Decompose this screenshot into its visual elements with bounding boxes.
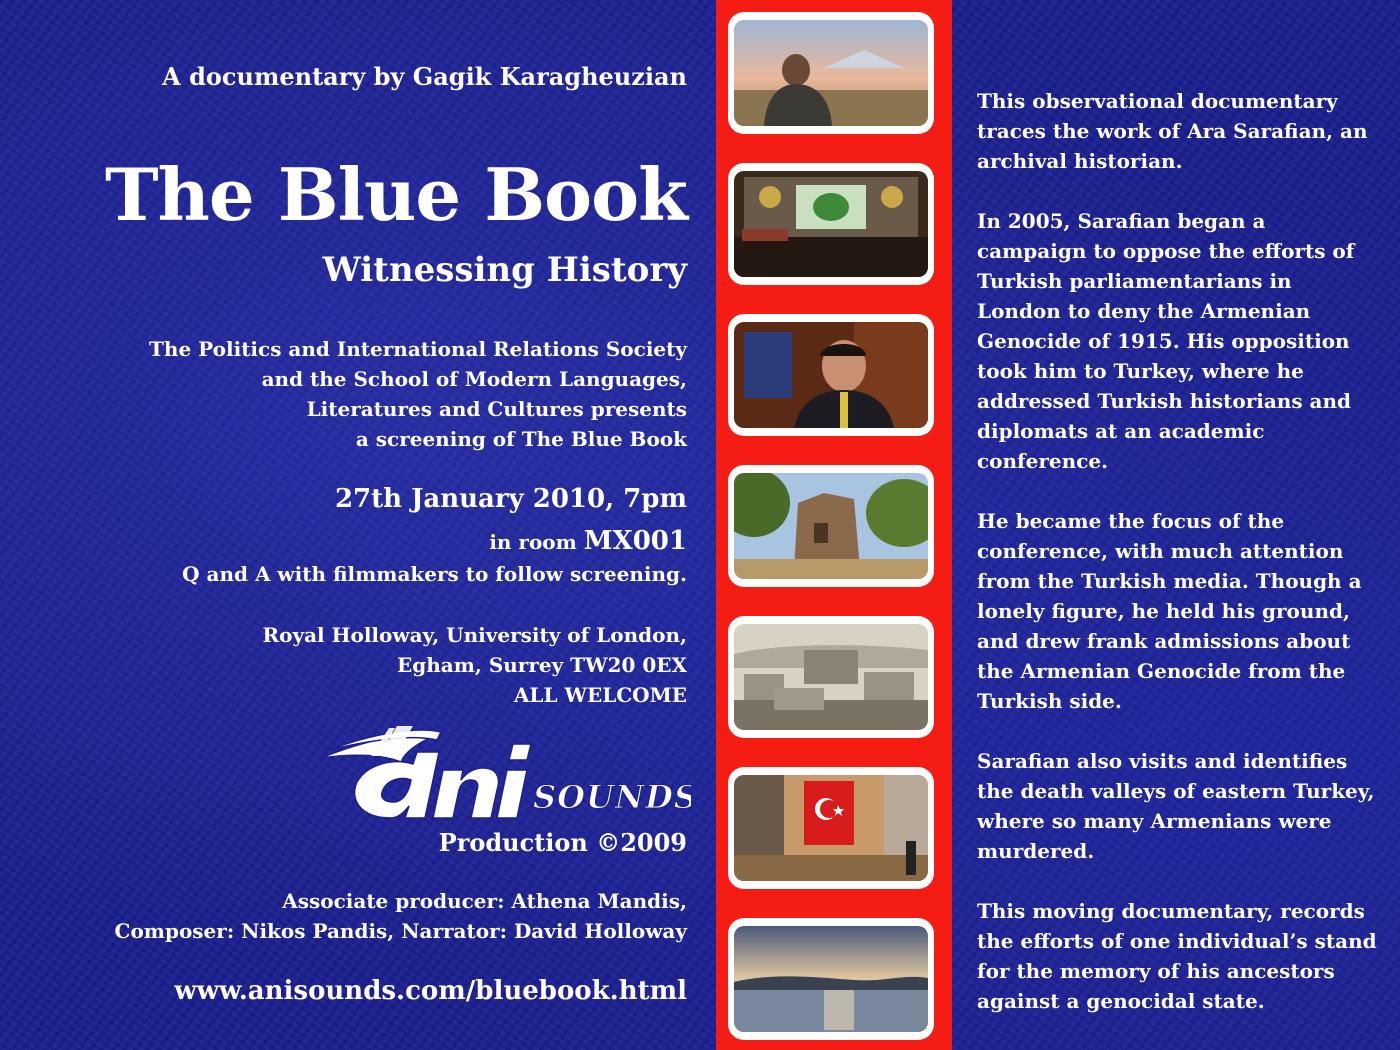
screening-date: 27th January 2010, 7pm	[334, 484, 687, 514]
qa-note: Q and A with filmmakers to follow screening.	[182, 562, 687, 586]
presenter-line: Literatures and Cultures presents	[306, 397, 687, 421]
svg-text:SOUNDS: SOUNDS	[533, 778, 691, 816]
byline: A documentary by Gagik Karagheuzian	[162, 62, 687, 91]
photo-historic-town	[728, 616, 934, 738]
description-paragraph: Sarafian also visits and identifies the death valleys of eastern Turkey, where so many Armenians were murdered.	[977, 749, 1375, 863]
description-column	[977, 86, 1377, 1046]
photo-lake-sunset	[728, 918, 934, 1040]
room-line	[489, 526, 687, 556]
description-paragraph: This moving documentary, records the efforts of one individual’s stand for the memory of his ancestors against a genocidal state.	[977, 899, 1377, 1013]
presenter-block	[149, 334, 687, 454]
subtitle: Witnessing History	[322, 250, 687, 290]
venue-line: ALL WELCOME	[513, 683, 687, 707]
ani-sounds-logo	[321, 722, 691, 822]
website-url: www.anisounds.com/bluebook.html	[174, 976, 687, 1006]
description-paragraph: In 2005, Sarafian began a campaign to oppose the efforts of Turkish parliamentarians in London to deny the Armenian Genocide of 1915. His opposition took him to Turkey, where he addressed Turkish historians and diplomats at an academic conference.	[977, 209, 1355, 473]
credit-line: Associate producer: Athena Mandis,	[282, 889, 687, 913]
venue-block	[262, 620, 687, 710]
credits-block	[115, 886, 687, 946]
description-paragraph: This observational documentary traces the work of Ara Sarafian, an archival historian.	[977, 89, 1368, 173]
photo-mountain-portrait	[728, 12, 934, 134]
room-prefix: in room	[489, 530, 577, 554]
production-note: Production ©2009	[438, 828, 687, 857]
photo-turkish-flag-hall	[728, 767, 934, 889]
presenter-line: The Politics and International Relations Society	[149, 337, 687, 361]
credit-line: Composer: Nikos Pandis, Narrator: David Holloway	[114, 919, 687, 943]
venue-line: Royal Holloway, University of London,	[262, 623, 687, 647]
room-code: MX001	[583, 526, 687, 556]
photo-strip	[716, 0, 952, 1050]
page-title: The Blue Book	[104, 152, 687, 237]
photo-man-holding-book	[728, 314, 934, 436]
presenter-line: and the School of Modern Languages,	[261, 367, 687, 391]
presenter-line: a screening of The Blue Book	[355, 427, 687, 451]
venue-line: Egham, Surrey TW20 0EX	[397, 653, 687, 677]
photo-conference-hall	[728, 163, 934, 285]
description-paragraph: He became the focus of the conference, with much attention from the Turkish media. Though a lonely figure, he held his ground, and drew frank admissions about the Armenian Genocide from the Turkish side.	[977, 509, 1362, 713]
photo-stone-ruin	[728, 465, 934, 587]
